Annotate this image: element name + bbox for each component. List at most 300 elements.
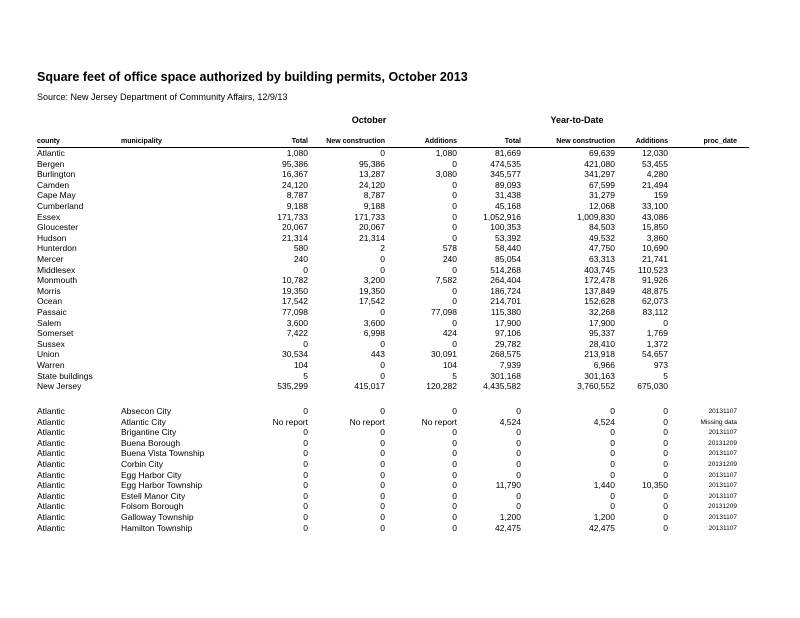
ytd-total-cell: 0 xyxy=(516,490,521,501)
county-cell: Atlantic xyxy=(37,448,65,459)
county-cell: New Jersey xyxy=(37,381,82,392)
ytd-new-construction-cell: 1,009,830 xyxy=(577,211,615,222)
county-cell: Burlington xyxy=(37,169,76,180)
oct-additions-cell: 0 xyxy=(452,211,457,222)
ytd-new-construction-cell: 3,760,552 xyxy=(577,381,615,392)
oct-total-cell: 0 xyxy=(303,490,308,501)
county-table-row xyxy=(0,328,800,339)
oct-new-construction-cell: 24,120 xyxy=(359,179,385,190)
ytd-total-cell: 31,438 xyxy=(495,190,521,201)
oct-additions-cell: 0 xyxy=(452,437,457,448)
oct-total-cell: 3,600 xyxy=(286,317,308,328)
municipality-cell: Brigantine City xyxy=(121,427,177,438)
ytd-additions-cell: 110,523 xyxy=(637,264,668,275)
oct-additions-cell: 120,282 xyxy=(426,381,457,392)
ytd-total-cell: 81,669 xyxy=(495,148,521,158)
ytd-additions-cell: 0 xyxy=(663,501,668,512)
county-table-row xyxy=(0,349,800,360)
county-cell: Atlantic xyxy=(37,416,65,427)
source-note: Source: New Jersey Department of Community Affairs, 12/9/13 xyxy=(37,92,288,102)
oct-total-cell: 0 xyxy=(303,406,308,416)
ytd-total-cell: 214,701 xyxy=(490,296,521,307)
ytd-total-cell: 85,054 xyxy=(495,254,521,264)
county-cell: Atlantic xyxy=(37,490,65,501)
county-cell: Hunterdon xyxy=(37,243,77,254)
municipality-table-row xyxy=(0,459,800,470)
ytd-total-cell: 345,577 xyxy=(490,169,521,180)
ytd-total-cell: 0 xyxy=(516,427,521,438)
municipality-cell: Atlantic City xyxy=(121,416,166,427)
county-cell: Camden xyxy=(37,179,70,190)
oct-additions-cell: 0 xyxy=(452,406,457,416)
ytd-new-construction-cell: 152,628 xyxy=(584,296,615,307)
ytd-new-construction-cell: 0 xyxy=(610,490,615,501)
county-table-row xyxy=(0,265,800,276)
proc-date-cell: 20131107 xyxy=(708,429,737,437)
county-cell: Monmouth xyxy=(37,275,78,286)
county-table-row xyxy=(0,286,800,297)
october-group-header: October xyxy=(351,115,387,125)
ytd-total-cell: 97,106 xyxy=(495,328,521,339)
ytd-additions-cell: 0 xyxy=(663,522,668,533)
oct-additions-cell: 0 xyxy=(452,459,457,469)
county-table-row xyxy=(0,180,800,191)
oct-total-cell: 0 xyxy=(303,459,308,469)
ytd-total-cell: 7,939 xyxy=(499,360,521,370)
county-cell: Sussex xyxy=(37,338,65,349)
county-cell: Hudson xyxy=(37,232,67,243)
ytd-total-cell: 11,790 xyxy=(495,480,521,491)
ytd-additions-cell: 1,372 xyxy=(646,338,668,349)
oct-total-cell: 1,080 xyxy=(286,148,308,158)
municipality-cell: Buena Borough xyxy=(121,437,181,448)
oct-additions-cell: 0 xyxy=(452,179,457,190)
municipality-cell: Corbin City xyxy=(121,459,164,469)
municipality-table-row xyxy=(0,417,800,428)
ytd-additions-cell: 5 xyxy=(663,370,668,381)
county-cell: Essex xyxy=(37,211,61,222)
municipality-table-row xyxy=(0,406,800,417)
oct-new-construction-cell: 0 xyxy=(380,148,385,158)
oct-new-construction-cell: 0 xyxy=(380,522,385,533)
county-cell: Atlantic xyxy=(37,512,65,522)
oct-total-cell: 0 xyxy=(303,427,308,438)
municipality-cell: Egg Harbor Township xyxy=(121,480,203,491)
oct-total-cell: 0 xyxy=(303,469,308,480)
ytd-new-construction-cell: 421,080 xyxy=(584,158,615,169)
oct-total-cell: 8,787 xyxy=(286,190,308,201)
ytd-additions-cell: 0 xyxy=(663,437,668,448)
ytd-new-construction-cell: 4,524 xyxy=(593,416,615,427)
ytd-total-cell: 186,724 xyxy=(490,285,521,296)
county-cell: Atlantic xyxy=(37,406,65,416)
oct-total-cell: 30,534 xyxy=(282,349,308,360)
county-cell: State buildings xyxy=(37,370,93,381)
oct-new-construction-cell: 21,314 xyxy=(359,232,385,243)
oct-total-cell: 0 xyxy=(303,448,308,459)
page-title: Square feet of office space authorized by building permits, October 2013 xyxy=(37,70,468,84)
oct-total-cell: 77,098 xyxy=(282,307,308,317)
oct-additions-cell: 104 xyxy=(442,360,457,370)
county-table-row xyxy=(0,307,800,318)
oct-total-cell: 240 xyxy=(293,254,308,264)
ytd-new-construction-cell: 49,532 xyxy=(589,232,615,243)
column-header-municipality: municipality xyxy=(121,138,162,145)
county-cell: Atlantic xyxy=(37,501,65,512)
oct-additions-cell: 0 xyxy=(452,264,457,275)
oct-total-cell: 95,386 xyxy=(282,158,308,169)
ytd-additions-cell: 43,086 xyxy=(642,211,668,222)
ytd-total-cell: 17,900 xyxy=(495,317,521,328)
county-cell: Warren xyxy=(37,360,65,370)
municipality-cell: Buena Vista Township xyxy=(121,448,205,459)
ytd-total-cell: 0 xyxy=(516,469,521,480)
ytd-total-cell: 29,782 xyxy=(495,338,521,349)
ytd-total-cell: 0 xyxy=(516,501,521,512)
ytd-additions-cell: 10,350 xyxy=(642,480,668,491)
county-cell: Gloucester xyxy=(37,222,79,233)
oct-new-construction-cell: No report xyxy=(349,416,385,427)
county-cell: Bergen xyxy=(37,158,65,169)
oct-additions-cell: 0 xyxy=(452,285,457,296)
oct-additions-cell: 0 xyxy=(452,512,457,522)
oct-total-cell: 9,188 xyxy=(286,201,308,211)
ytd-new-construction-cell: 1,440 xyxy=(593,480,615,491)
oct-total-cell: 10,782 xyxy=(282,275,308,286)
ytd-new-construction-cell: 63,313 xyxy=(589,254,615,264)
oct-total-cell: No report xyxy=(272,416,308,427)
column-header-ytd-new-construction: New construction xyxy=(556,138,615,145)
oct-new-construction-cell: 2 xyxy=(380,243,385,254)
oct-new-construction-cell: 415,017 xyxy=(354,381,385,392)
county-table-row xyxy=(0,296,800,307)
ytd-new-construction-cell: 0 xyxy=(610,469,615,480)
oct-new-construction-cell: 0 xyxy=(380,307,385,317)
oct-additions-cell: No report xyxy=(421,416,457,427)
ytd-new-construction-cell: 47,750 xyxy=(589,243,615,254)
oct-additions-cell: 0 xyxy=(452,522,457,533)
municipality-cell: Hamilton Township xyxy=(121,522,193,533)
ytd-additions-cell: 0 xyxy=(663,317,668,328)
county-cell: Ocean xyxy=(37,296,63,307)
oct-new-construction-cell: 3,600 xyxy=(363,317,385,328)
county-cell: Cumberland xyxy=(37,201,84,211)
oct-total-cell: 0 xyxy=(303,522,308,533)
municipality-table-row xyxy=(0,470,800,481)
municipality-table-row xyxy=(0,491,800,502)
oct-additions-cell: 30,091 xyxy=(431,349,457,360)
oct-total-cell: 17,542 xyxy=(282,296,308,307)
oct-new-construction-cell: 171,733 xyxy=(354,211,385,222)
proc-date-cell: Missing data xyxy=(700,418,737,426)
proc-date-cell: 20131107 xyxy=(708,492,737,500)
county-table-row xyxy=(0,254,800,265)
oct-total-cell: 7,422 xyxy=(286,328,308,339)
column-header-oct-total: Total xyxy=(291,138,308,145)
oct-total-cell: 0 xyxy=(303,264,308,275)
county-table-row xyxy=(0,381,800,392)
ytd-total-cell: 4,435,582 xyxy=(483,381,521,392)
proc-date-cell: 20131209 xyxy=(708,461,737,468)
county-cell: Atlantic xyxy=(37,427,65,438)
ytd-total-cell: 474,535 xyxy=(490,158,521,169)
oct-new-construction-cell: 19,350 xyxy=(359,285,385,296)
ytd-additions-cell: 54,657 xyxy=(642,349,668,360)
municipality-table-row xyxy=(0,438,800,449)
ytd-total-cell: 115,380 xyxy=(490,307,521,317)
ytd-additions-cell: 0 xyxy=(663,512,668,522)
county-table-row xyxy=(0,275,800,286)
ytd-additions-cell: 0 xyxy=(663,427,668,438)
column-header-oct-additions: Additions xyxy=(424,138,457,145)
municipality-cell: Absecon City xyxy=(121,406,172,416)
oct-total-cell: 171,733 xyxy=(277,211,308,222)
oct-new-construction-cell: 95,386 xyxy=(359,158,385,169)
proc-date-cell: 20131107 xyxy=(708,524,737,532)
oct-new-construction-cell: 443 xyxy=(370,349,385,360)
oct-additions-cell: 0 xyxy=(452,490,457,501)
county-cell: Atlantic xyxy=(37,459,65,469)
county-cell: Salem xyxy=(37,317,62,328)
oct-new-construction-cell: 0 xyxy=(380,469,385,480)
county-table-row xyxy=(0,339,800,350)
municipality-table-row xyxy=(0,448,800,459)
ytd-new-construction-cell: 6,966 xyxy=(593,360,615,370)
proc-date-cell: 20131107 xyxy=(708,514,737,521)
oct-additions-cell: 0 xyxy=(452,338,457,349)
ytd-total-cell: 268,575 xyxy=(490,349,521,360)
ytd-additions-cell: 48,875 xyxy=(642,285,668,296)
oct-new-construction-cell: 0 xyxy=(380,254,385,264)
ytd-total-cell: 0 xyxy=(516,459,521,469)
ytd-additions-cell: 159 xyxy=(653,190,668,201)
oct-total-cell: 16,367 xyxy=(282,169,308,180)
ytd-additions-cell: 21,494 xyxy=(642,179,668,190)
oct-total-cell: 0 xyxy=(303,501,308,512)
ytd-additions-cell: 0 xyxy=(663,416,668,427)
ytd-total-cell: 514,268 xyxy=(490,264,521,275)
oct-additions-cell: 0 xyxy=(452,296,457,307)
county-cell: Atlantic xyxy=(37,522,65,533)
oct-new-construction-cell: 3,200 xyxy=(363,275,385,286)
proc-date-cell: 20131107 xyxy=(708,450,737,458)
ytd-additions-cell: 15,850 xyxy=(642,222,668,233)
municipality-table-row xyxy=(0,480,800,491)
proc-date-cell: 20131209 xyxy=(708,439,737,447)
oct-total-cell: 20,067 xyxy=(282,222,308,233)
oct-additions-cell: 0 xyxy=(452,190,457,201)
county-table-row xyxy=(0,212,800,223)
ytd-new-construction-cell: 69,639 xyxy=(589,148,615,158)
oct-new-construction-cell: 13,287 xyxy=(359,169,385,180)
oct-new-construction-cell: 0 xyxy=(380,338,385,349)
ytd-new-construction-cell: 17,900 xyxy=(589,317,615,328)
county-cell: Somerset xyxy=(37,328,74,339)
proc-date-cell: 20131209 xyxy=(708,503,737,511)
oct-total-cell: 0 xyxy=(303,437,308,448)
ytd-new-construction-cell: 12,068 xyxy=(589,201,615,211)
oct-total-cell: 5 xyxy=(303,370,308,381)
ytd-additions-cell: 4,280 xyxy=(646,169,668,180)
county-cell: Atlantic xyxy=(37,480,65,491)
county-table-row xyxy=(0,169,800,180)
ytd-total-cell: 53,392 xyxy=(495,232,521,243)
county-cell: Morris xyxy=(37,285,61,296)
oct-additions-cell: 0 xyxy=(452,501,457,512)
county-cell: Passaic xyxy=(37,307,67,317)
ytd-new-construction-cell: 0 xyxy=(610,406,615,416)
oct-new-construction-cell: 0 xyxy=(380,512,385,522)
ytd-new-construction-cell: 28,410 xyxy=(589,338,615,349)
oct-additions-cell: 1,080 xyxy=(435,148,457,158)
oct-new-construction-cell: 8,787 xyxy=(363,190,385,201)
column-header-ytd-additions: Additions xyxy=(635,138,668,145)
county-cell: Union xyxy=(37,349,60,360)
ytd-new-construction-cell: 0 xyxy=(610,501,615,512)
municipality-table-row xyxy=(0,523,800,534)
county-table-row xyxy=(0,371,800,382)
ytd-additions-cell: 12,030 xyxy=(642,148,668,158)
ytd-total-cell: 264,404 xyxy=(490,275,521,286)
ytd-new-construction-cell: 1,200 xyxy=(593,512,615,522)
oct-new-construction-cell: 0 xyxy=(380,459,385,469)
municipality-cell: Galloway Township xyxy=(121,512,194,522)
county-table-row xyxy=(0,233,800,244)
ytd-total-cell: 58,440 xyxy=(495,243,521,254)
ytd-new-construction-cell: 67,599 xyxy=(589,179,615,190)
oct-new-construction-cell: 6,998 xyxy=(363,328,385,339)
proc-date-cell: 20131107 xyxy=(708,471,737,479)
ytd-total-cell: 45,168 xyxy=(495,201,521,211)
oct-new-construction-cell: 0 xyxy=(380,427,385,438)
ytd-total-cell: 0 xyxy=(516,448,521,459)
column-header-county: county xyxy=(37,138,60,145)
oct-additions-cell: 0 xyxy=(452,448,457,459)
oct-additions-cell: 0 xyxy=(452,427,457,438)
ytd-total-cell: 301,168 xyxy=(490,370,521,381)
ytd-group-header: Year-to-Date xyxy=(550,115,604,125)
ytd-new-construction-cell: 403,745 xyxy=(584,264,615,275)
ytd-new-construction-cell: 95,337 xyxy=(589,328,615,339)
oct-total-cell: 535,299 xyxy=(277,381,308,392)
oct-new-construction-cell: 20,067 xyxy=(359,222,385,233)
oct-total-cell: 0 xyxy=(303,512,308,522)
ytd-additions-cell: 0 xyxy=(663,469,668,480)
municipality-cell: Estell Manor City xyxy=(121,490,186,501)
ytd-total-cell: 1,200 xyxy=(499,512,521,522)
county-table-row xyxy=(0,243,800,254)
municipality-table-row xyxy=(0,427,800,438)
oct-total-cell: 21,314 xyxy=(282,232,308,243)
county-cell: Cape May xyxy=(37,190,76,201)
ytd-new-construction-cell: 137,849 xyxy=(584,285,615,296)
county-table-row xyxy=(0,159,800,170)
oct-total-cell: 0 xyxy=(303,480,308,491)
ytd-total-cell: 42,475 xyxy=(495,522,521,533)
oct-new-construction-cell: 0 xyxy=(380,501,385,512)
ytd-new-construction-cell: 341,297 xyxy=(584,169,615,180)
ytd-additions-cell: 973 xyxy=(653,360,668,370)
county-cell: Atlantic xyxy=(37,437,65,448)
oct-new-construction-cell: 0 xyxy=(380,437,385,448)
county-cell: Atlantic xyxy=(37,469,65,480)
oct-new-construction-cell: 0 xyxy=(380,264,385,275)
ytd-additions-cell: 53,455 xyxy=(642,158,668,169)
ytd-additions-cell: 0 xyxy=(663,490,668,501)
ytd-total-cell: 100,353 xyxy=(490,222,521,233)
ytd-total-cell: 1,052,916 xyxy=(483,211,521,222)
oct-additions-cell: 7,582 xyxy=(435,275,457,286)
oct-additions-cell: 0 xyxy=(452,480,457,491)
column-header-oct-new-construction: New construction xyxy=(326,138,385,145)
oct-additions-cell: 0 xyxy=(452,158,457,169)
ytd-total-cell: 0 xyxy=(516,406,521,416)
county-cell: Mercer xyxy=(37,254,64,264)
county-table-row xyxy=(0,190,800,201)
column-header-proc-date: proc_date xyxy=(703,138,737,145)
ytd-additions-cell: 0 xyxy=(663,406,668,416)
oct-additions-cell: 77,098 xyxy=(431,307,457,317)
proc-date-cell: 20131107 xyxy=(708,408,737,415)
ytd-additions-cell: 675,030 xyxy=(637,381,668,392)
oct-new-construction-cell: 0 xyxy=(380,370,385,381)
oct-new-construction-cell: 0 xyxy=(380,448,385,459)
county-cell: Middlesex xyxy=(37,264,76,275)
column-header-ytd-total: Total xyxy=(504,138,521,145)
ytd-additions-cell: 10,690 xyxy=(642,243,668,254)
municipality-cell: Folsom Borough xyxy=(121,501,184,512)
oct-new-construction-cell: 0 xyxy=(380,480,385,491)
county-table-row xyxy=(0,222,800,233)
county-table-row xyxy=(0,318,800,329)
ytd-additions-cell: 62,073 xyxy=(642,296,668,307)
oct-additions-cell: 0 xyxy=(452,317,457,328)
ytd-total-cell: 0 xyxy=(516,437,521,448)
oct-additions-cell: 0 xyxy=(452,222,457,233)
oct-additions-cell: 3,080 xyxy=(435,169,457,180)
ytd-new-construction-cell: 31,279 xyxy=(589,190,615,201)
ytd-additions-cell: 3,860 xyxy=(646,232,668,243)
oct-additions-cell: 424 xyxy=(442,328,457,339)
ytd-new-construction-cell: 213,918 xyxy=(584,349,615,360)
ytd-new-construction-cell: 84,503 xyxy=(589,222,615,233)
ytd-additions-cell: 21,741 xyxy=(642,254,668,264)
ytd-total-cell: 4,524 xyxy=(499,416,521,427)
oct-total-cell: 0 xyxy=(303,338,308,349)
ytd-new-construction-cell: 42,475 xyxy=(589,522,615,533)
ytd-additions-cell: 0 xyxy=(663,459,668,469)
oct-additions-cell: 240 xyxy=(442,254,457,264)
ytd-new-construction-cell: 172,478 xyxy=(584,275,615,286)
oct-new-construction-cell: 0 xyxy=(380,360,385,370)
oct-total-cell: 19,350 xyxy=(282,285,308,296)
oct-new-construction-cell: 0 xyxy=(380,490,385,501)
ytd-additions-cell: 83,112 xyxy=(642,307,668,317)
oct-total-cell: 104 xyxy=(293,360,308,370)
oct-additions-cell: 0 xyxy=(452,469,457,480)
ytd-additions-cell: 91,926 xyxy=(642,275,668,286)
oct-total-cell: 24,120 xyxy=(282,179,308,190)
oct-new-construction-cell: 17,542 xyxy=(359,296,385,307)
county-table-row xyxy=(0,148,800,159)
oct-additions-cell: 0 xyxy=(452,232,457,243)
ytd-new-construction-cell: 0 xyxy=(610,437,615,448)
ytd-additions-cell: 0 xyxy=(663,448,668,459)
ytd-new-construction-cell: 301,163 xyxy=(584,370,615,381)
ytd-additions-cell: 33,100 xyxy=(642,201,668,211)
ytd-additions-cell: 1,769 xyxy=(646,328,668,339)
oct-new-construction-cell: 9,188 xyxy=(363,201,385,211)
